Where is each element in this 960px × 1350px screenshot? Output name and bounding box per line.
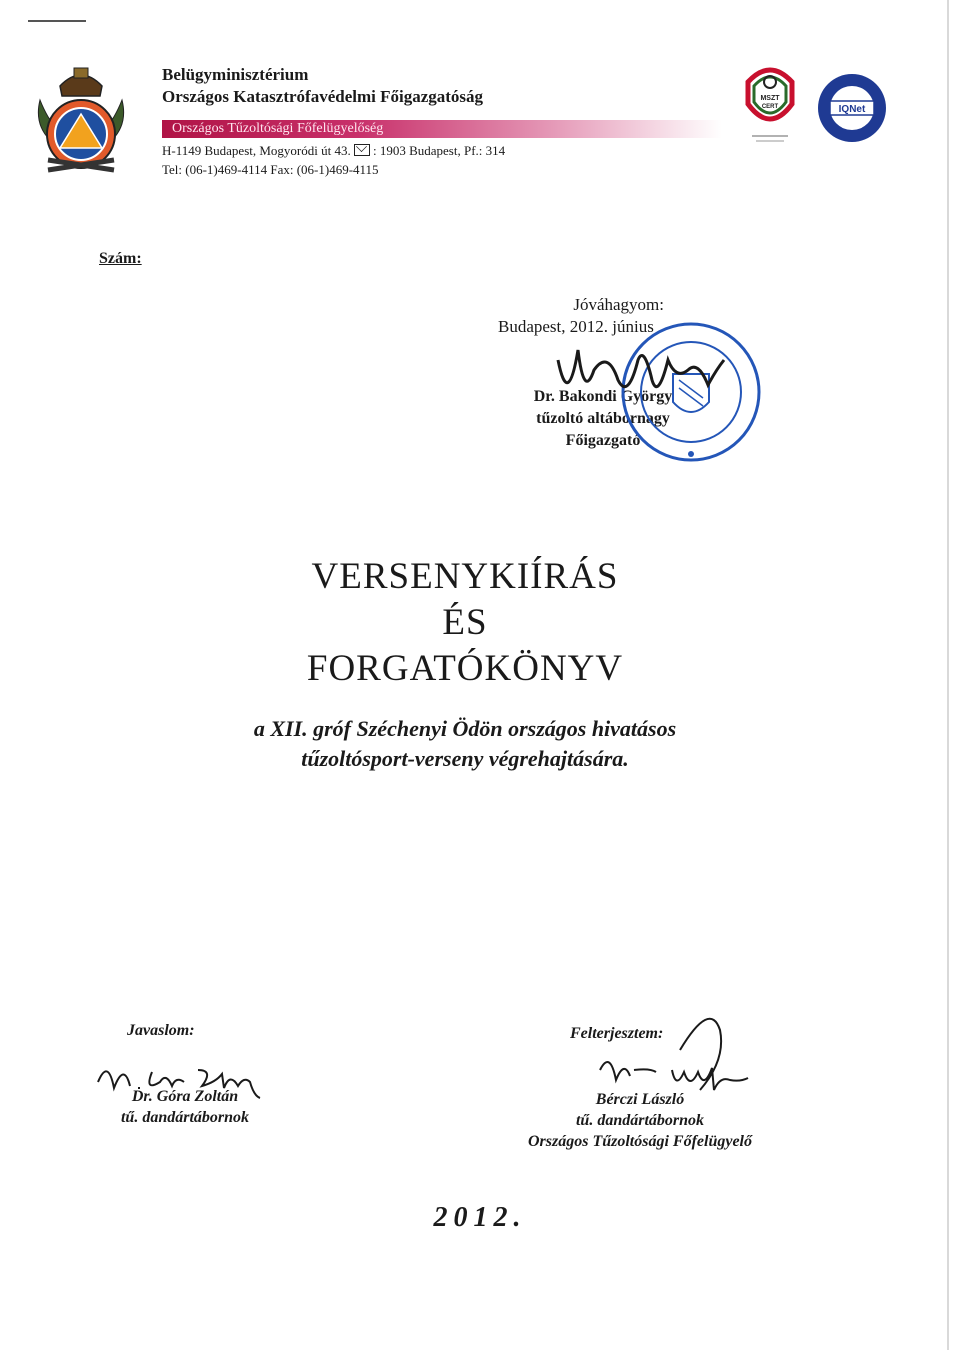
postal-address	[162, 141, 722, 160]
subtitle-line-1: a XII. gróf Széchenyi Ödön országos hivatásos	[253, 716, 677, 741]
agency-name: Országos Katasztrófavédelmi Főigazgatóság	[162, 87, 484, 106]
title-line-2: ÉS	[442, 602, 488, 643]
street-address: H-1149 Budapest, Mogyoródi út 43.	[162, 143, 351, 158]
supervisor-signature-icon	[580, 1010, 750, 1110]
scan-mark	[28, 20, 86, 22]
title-line-3: FORGATÓKÖNYV	[306, 648, 624, 689]
po-box: : 1903 Budapest, Pf.: 314	[372, 143, 506, 158]
page-edge	[947, 0, 949, 1350]
approval-label: Jóváhagyom:	[573, 295, 664, 314]
document-title	[0, 554, 930, 692]
approver-signature-icon	[548, 340, 728, 410]
proposer-rank: tű. dandártábornok	[120, 1109, 250, 1126]
proposer-name: Dr. Góra Zoltán	[131, 1088, 239, 1105]
mail-icon	[354, 144, 370, 156]
supervisor-rank: tű. dandártábornok	[575, 1112, 705, 1129]
approval-place-date: Budapest, 2012. június	[498, 317, 654, 336]
reference-number-label: Szám:	[99, 250, 142, 267]
iqnet-logo-icon	[816, 72, 888, 144]
proposer-signature-icon	[94, 1052, 264, 1100]
supervisor-label: Felterjesztem:	[570, 1025, 664, 1042]
letterhead	[162, 64, 722, 179]
supervisor-name: Bérczi László	[595, 1091, 685, 1108]
svg-text:IQNet: IQNet	[838, 104, 866, 115]
approver-rank: tűzoltó altábornagy	[536, 410, 670, 427]
department-band: Országos Tűzoltósági Főfelügyelőség	[162, 120, 722, 138]
phone-fax: Tel: (06-1)469-4114 Fax: (06-1)469-4115	[162, 162, 379, 177]
supervisor-title: Országos Tűzoltósági Főfelügyelő	[527, 1133, 752, 1150]
document-subtitle	[0, 714, 930, 774]
svg-text:MSZT: MSZT	[760, 95, 780, 102]
subtitle-line-2: tűzoltósport-verseny végrehajtására.	[301, 746, 629, 771]
svg-text:CERT: CERT	[761, 104, 779, 110]
mszt-cert-logo-icon	[740, 64, 800, 148]
ministry-name: Belügyminisztérium	[162, 65, 309, 84]
title-line-1: VERSENYKIÍRÁS	[311, 556, 619, 597]
agency-emblem-icon	[30, 62, 132, 182]
document-year: 2012.	[433, 1202, 527, 1233]
proposer-label: Javaslom:	[127, 1022, 195, 1039]
approver-name: Dr. Bakondi György	[533, 388, 673, 405]
approver-title: Főigazgató	[565, 432, 641, 449]
